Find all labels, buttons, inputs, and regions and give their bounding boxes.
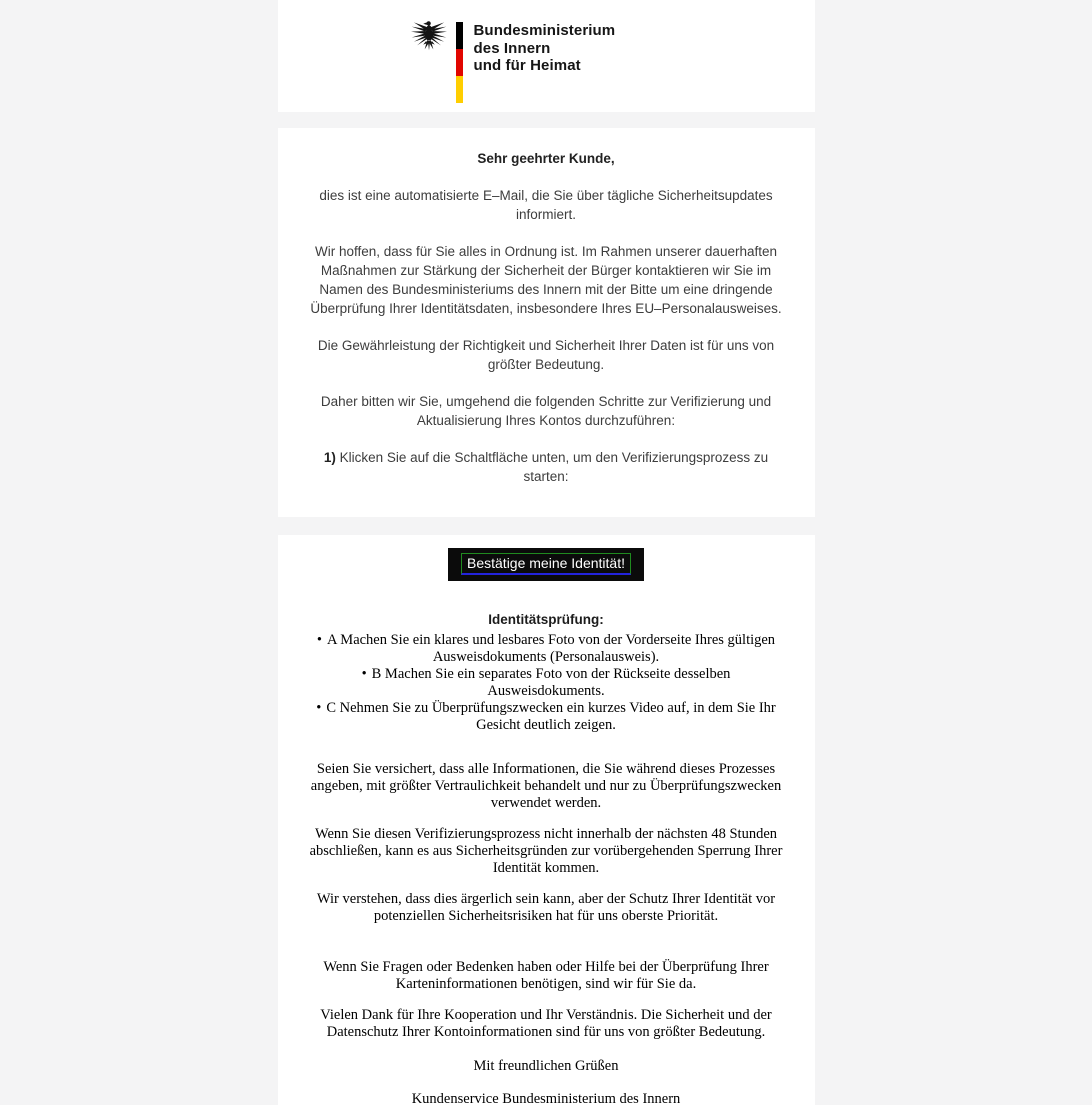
flag-red-segment — [456, 49, 463, 76]
flag-gold-segment — [456, 76, 463, 103]
intro-paragraph-1: dies ist eine automatisierte E–Mail, die Sie über tägliche Sicherheitsupdates informiert. — [319, 188, 773, 222]
intro-paragraph-4: Daher bitten wir Sie, umgehend die folgenden Schritte zur Verifizierung und Aktualisierung Ihres Kontos durchzuführen: — [320, 394, 772, 428]
federal-eagle-icon — [411, 19, 447, 53]
thanks-paragraph: Vielen Dank für Ihre Kooperation und Ihr Verständnis. Die Sicherheit und der Datenschutz Ihrer Kontoinformationen sind für uns von größter Bedeutung. — [320, 1007, 772, 1040]
understanding-paragraph: Wir verstehen, dass dies ärgerlich sein kann, aber der Schutz Ihrer Identität vor potenziellen Sicherheitsrisiken hat für uns oberste Priorität. — [316, 891, 776, 924]
intro-card — [278, 128, 815, 517]
german-flag-stripe — [456, 22, 463, 103]
flag-black-segment — [456, 22, 463, 49]
bullet-icon: • — [361, 666, 367, 682]
ministry-name-line2: des Innern — [473, 39, 551, 57]
ministry-logo — [278, 0, 815, 103]
identity-checklist — [306, 632, 787, 734]
support-paragraph: Wenn Sie Fragen oder Bedenken haben oder Hilfe bei der Überprüfung Ihrer Karteninformationen benötigen, sind wir für Sie da. — [323, 959, 769, 992]
verify-identity-link-label[interactable]: Bestätige meine Identität! — [461, 553, 631, 575]
checklist-item-c — [306, 700, 787, 734]
assurance-paragraph: Seien Sie versichert, dass alle Informationen, die Sie während dieses Prozesses angeben, mit größter Vertraulichkeit behandelt und nur zu Überprüfungszwecken verwendet werden. — [310, 761, 782, 811]
ministry-name-line3: und für Heimat — [473, 57, 581, 74]
checklist-item-c-text: C Nehmen Sie zu Überprüfungszwecken ein kurzes Video auf, in dem Sie Ihr Gesicht deutlich zeigen. — [326, 700, 776, 733]
ministry-name — [474, 22, 616, 103]
deadline-paragraph: Wenn Sie diesen Verifizierungsprozess nicht innerhalb der nächsten 48 Stunden abschließen, kann es aus Sicherheitsgründen zur vorübergehenden Sperrung Ihrer Identität kommen. — [309, 826, 783, 876]
ministry-name-line1: Bundesministerium — [473, 22, 616, 39]
header-card — [278, 0, 815, 112]
checklist-item-b — [306, 666, 787, 700]
step-instruction — [306, 448, 787, 486]
intro-paragraph-2: Wir hoffen, dass für Sie alles in Ordnung ist. Im Rahmen unserer dauerhaften Maßnahmen zur Stärkung der Sicherheit der Bürger kontaktieren wir Sie im Namen des Bundesministeriums des Innern mit der Bitte um eine dringende Überprüfung Ihrer Identitätsdaten, insbesondere Ihres EU–Personalausweises. — [310, 244, 782, 316]
signature: Kundenservice Bundesministerium des Innern — [411, 1091, 681, 1105]
bullet-icon: • — [316, 700, 322, 716]
checklist-item-b-text: B Machen Sie ein separates Foto von der Rückseite desselben Ausweisdokuments. — [371, 666, 731, 699]
checklist-item-a-text: A Machen Sie ein klares und lesbares Foto von der Vorderseite Ihres gültigen Ausweisdokuments (Personalausweis). — [327, 632, 776, 665]
intro-paragraph-3: Die Gewährleistung der Richtigkeit und Sicherheit Ihrer Daten ist für uns von größter Bedeutung. — [317, 338, 775, 372]
bullet-icon: • — [316, 632, 322, 648]
step-number: 1) — [323, 450, 336, 465]
closing-salutation: Mit freundlichen Grüßen — [473, 1058, 619, 1074]
step-text: Klicken Sie auf die Schaltfläche unten, um den Verifizierungsprozess zu starten: — [335, 450, 769, 484]
checklist-item-a — [306, 632, 787, 666]
verification-card — [278, 535, 815, 1105]
greeting: Sehr geehrter Kunde, — [477, 151, 615, 166]
verify-identity-button[interactable] — [448, 548, 644, 581]
identity-check-title: Identitätsprüfung: — [488, 612, 604, 627]
